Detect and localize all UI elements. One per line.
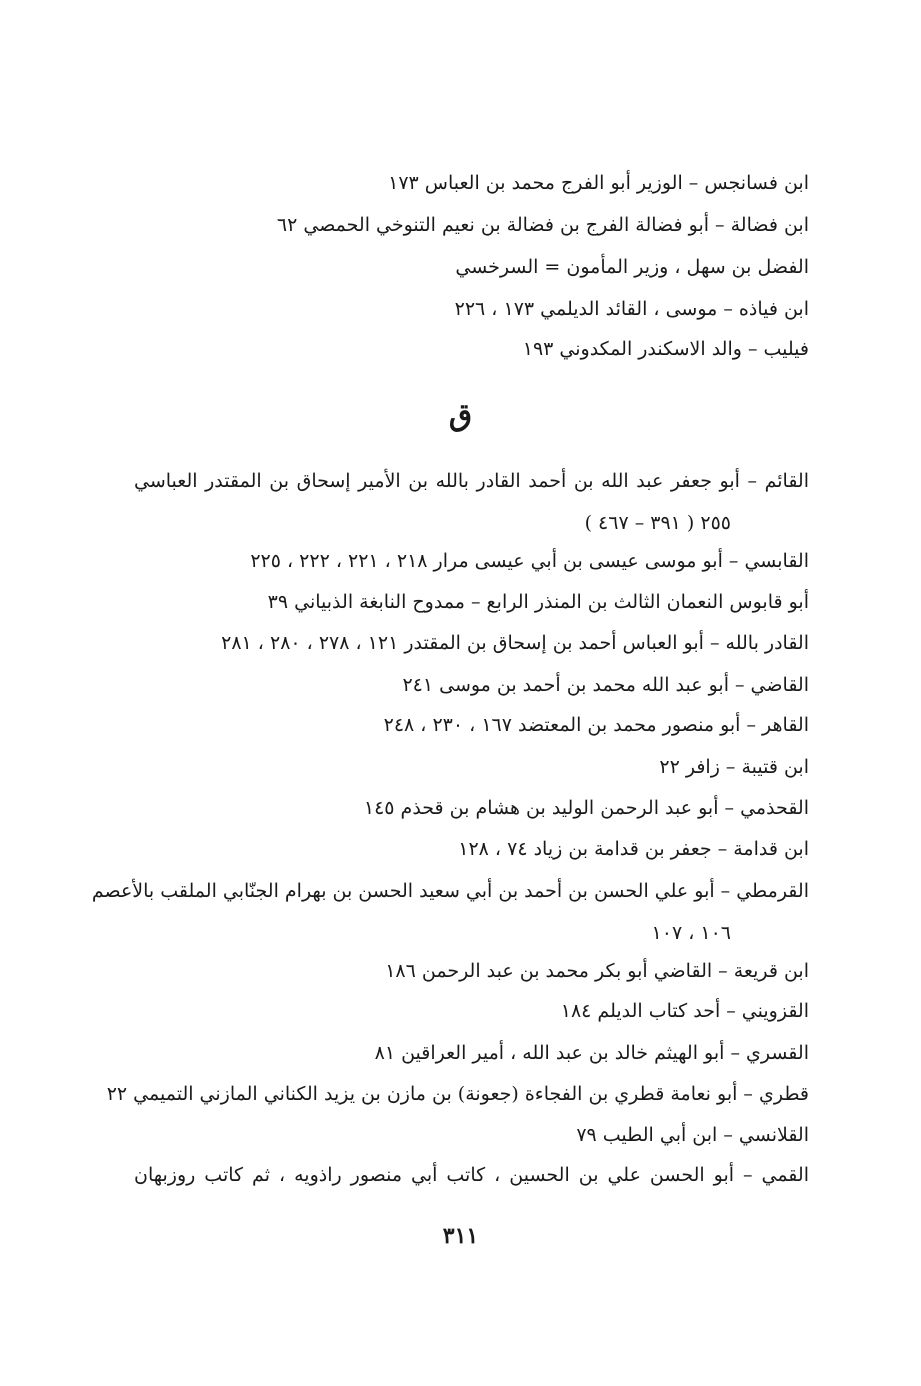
index-entry: الفضل بن سهل ، وزير المأمون = السرخسي <box>455 256 809 278</box>
index-entry-continuation: ( ٣٩١ – ٤٦٧ ) ٢٥٥ <box>584 512 731 534</box>
index-entry: القزويني – أحد كتاب الديلم ١٨٤ <box>560 1000 809 1022</box>
index-entry: القاضي – أبو عبد الله محمد بن أحمد بن موسى ٢٤١ <box>402 674 809 696</box>
section-heading: ق <box>448 398 473 433</box>
index-entry: القلانسي – ابن أبي الطيب ٧٩ <box>576 1124 809 1146</box>
index-entry: القحذمي – أبو عبد الرحمن الوليد بن هشام بن قحذم ١٤٥ <box>363 797 809 819</box>
index-entry: القادر بالله – أبو العباس أحمد بن إسحاق بن المقتدر ١٢١ ، ٢٧٨ ، ٢٨٠ ، ٢٨١ <box>221 632 809 654</box>
page-number: ٣١١ <box>442 1223 479 1249</box>
index-entry-continuation: ١٠٦ ، ١٠٧ <box>651 922 731 944</box>
index-entry: ابن فسانجس – الوزير أبو الفرج محمد بن العباس ١٧٣ <box>388 172 809 194</box>
index-entry: القسري – أبو الهيثم خالد بن عبد الله ، أمير العراقين ٨١ <box>374 1042 809 1064</box>
index-entry: القاهر – أبو منصور محمد بن المعتضد ١٦٧ ، ٢٣٠ ، ٢٤٨ <box>383 714 809 736</box>
index-entry: القابسي – أبو موسى عيسى بن أبي عيسى مرار ٢١٨ ، ٢٢١ ، ٢٢٢ ، ٢٢٥ <box>250 550 809 572</box>
index-entry: أبو قابوس النعمان الثالث بن المنذر الرابع – ممدوح النابغة الذبياني ٣٩ <box>267 591 809 613</box>
index-entry: القرمطي – أبو علي الحسن بن أحمد بن أبي سعيد الحسن بن بهرام الجنّابي الملقب بالأعصم <box>91 880 809 902</box>
index-entry: القائم – أبو جعفر عبد الله بن أحمد القادر بالله بن الأمير إسحاق بن المقتدر العباسي <box>134 470 809 492</box>
index-entry: ابن فضالة – أبو فضالة الفرج بن فضالة بن نعيم التنوخي الحمصي ٦٢ <box>276 214 809 236</box>
index-entry: ابن قدامة – جعفر بن قدامة بن زياد ٧٤ ، ١٢٨ <box>458 838 809 860</box>
index-entry: قطري – أبو نعامة قطري بن الفجاءة (جعونة) بن مازن بن يزيد الكناني المازني التميمي ٢٢ <box>106 1083 809 1105</box>
index-entry: ابن فياذه – موسى ، القائد الديلمي ١٧٣ ، ٢٢٦ <box>454 298 809 320</box>
index-entry: ابن قتيبة – زافر ٢٢ <box>659 756 809 778</box>
index-entry: القمي – أبو الحسن علي بن الحسين ، كاتب أبي منصور راذويه ، ثم كاتب روزبهان <box>134 1164 809 1186</box>
index-entry: ابن قريعة – القاضي أبو بكر محمد بن عبد الرحمن ١٨٦ <box>385 960 809 982</box>
index-entry: فيليب – والد الاسكندر المكدوني ١٩٣ <box>522 338 809 360</box>
